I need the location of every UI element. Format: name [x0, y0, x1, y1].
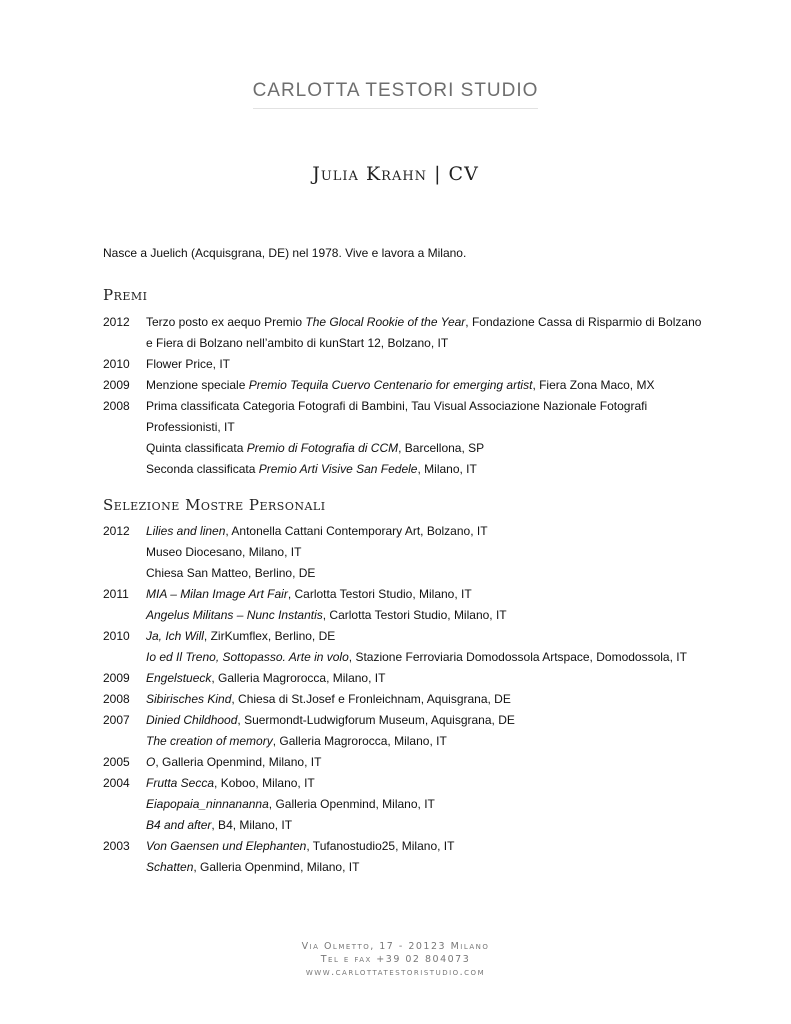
entry-title: O — [146, 755, 156, 769]
entry-year: 2005 — [103, 755, 130, 769]
entry-title: Dinied Childhood — [146, 713, 238, 727]
entry-text — [146, 836, 703, 857]
entry-detail: , Galleria Openmind, Milano, IT — [155, 755, 322, 769]
entry-year: 2008 — [103, 399, 130, 413]
cv-entry — [103, 438, 703, 459]
entry-year — [103, 647, 146, 668]
entry-detail: , ZirKumflex, Berlino, DE — [203, 629, 336, 643]
entry-detail: Terzo posto ex aequo Premio — [146, 315, 306, 329]
entry-text — [146, 710, 703, 731]
cv-entry — [103, 563, 703, 584]
entry-title: The Glocal Rookie of the Year — [305, 315, 466, 329]
page-footer — [0, 940, 791, 979]
entry-year — [103, 794, 146, 815]
entry-text — [146, 563, 703, 584]
entry-text — [146, 626, 703, 647]
entry-detail: , Fiera Zona Maco, MX — [532, 378, 655, 392]
page-header — [0, 80, 791, 109]
entry-year: 2009 — [103, 671, 130, 685]
premi-list — [103, 312, 703, 480]
entry-title: Frutta Secca — [146, 776, 215, 790]
entry-detail: , Carlotta Testori Studio, Milano, IT — [287, 587, 472, 601]
entry-year: 2008 — [103, 692, 130, 706]
entry-year — [103, 815, 146, 836]
cv-entry — [103, 836, 703, 857]
entry-detail: , Stazione Ferroviaria Domodossola Artspace, Domodossola, IT — [348, 650, 687, 664]
entry-year — [103, 542, 146, 563]
cv-entry — [103, 521, 703, 542]
cv-entry — [103, 773, 703, 794]
entry-title: Sibirisches Kind — [146, 692, 232, 706]
entry-detail: Prima classificata Categoria Fotografi di Bambini, Tau Visual Associazione Nazionale Fotografi Professionisti, IT — [146, 399, 648, 434]
cv-entry — [103, 396, 703, 438]
cv-entry — [103, 857, 703, 878]
entry-title: Engelstueck — [146, 671, 212, 685]
entry-detail: , Fondazione Cassa di Risparmio di Bolzano e Fiera di Bolzano nell’ambito di kunStart 12, Bolzano, IT — [146, 315, 702, 350]
entry-year: 2012 — [103, 315, 130, 329]
entry-text — [146, 752, 703, 773]
entry-year — [103, 605, 146, 626]
cv-entry — [103, 731, 703, 752]
entry-title: Lilies and linen — [146, 524, 226, 538]
entry-text — [146, 647, 703, 668]
cv-entry — [103, 689, 703, 710]
cv-entry — [103, 605, 703, 626]
entry-detail: Quinta classificata — [146, 441, 247, 455]
entry-detail: Seconda classificata — [146, 462, 259, 476]
entry-title: Ja, Ich Will — [146, 629, 204, 643]
entry-year — [103, 459, 146, 480]
entry-year: 2003 — [103, 839, 130, 853]
entry-detail: , Galleria Openmind, Milano, IT — [268, 797, 435, 811]
cv-entry — [103, 312, 703, 354]
cv-entry — [103, 794, 703, 815]
entry-text — [146, 438, 703, 459]
cv-entry — [103, 752, 703, 773]
cv-entry — [103, 626, 703, 647]
entry-text — [146, 542, 703, 563]
entry-detail: , Suermondt-Ludwigforum Museum, Aquisgrana, DE — [237, 713, 515, 727]
cv-entry — [103, 668, 703, 689]
entry-text — [146, 584, 703, 605]
entry-detail: , Barcellona, SP — [398, 441, 485, 455]
entry-title: The creation of memory — [146, 734, 273, 748]
cv-entry — [103, 584, 703, 605]
entry-title: Von Gaensen und Elephanten — [146, 839, 307, 853]
entry-text — [146, 794, 703, 815]
entry-text — [146, 815, 703, 836]
entry-detail: Museo Diocesano, Milano, IT — [146, 545, 302, 559]
entry-detail: , Tufanostudio25, Milano, IT — [306, 839, 455, 853]
entry-text — [146, 396, 703, 438]
cv-entry — [103, 710, 703, 731]
entry-detail: , Koboo, Milano, IT — [214, 776, 315, 790]
footer-address: Via Olmetto, 17 - 20123 Milano — [301, 941, 490, 952]
entry-text — [146, 605, 703, 626]
entry-text — [146, 668, 703, 689]
entry-detail: Menzione speciale — [146, 378, 249, 392]
entry-detail: , Galleria Magrorocca, Milano, IT — [211, 671, 386, 685]
entry-year: 2012 — [103, 524, 130, 538]
entry-text — [146, 312, 703, 354]
entry-title: Premio di Fotografia di CCM — [246, 441, 399, 455]
mostre-list — [103, 521, 703, 878]
entry-title: Angelus Militans – Nunc Instantis — [146, 608, 323, 622]
entry-detail: , Milano, IT — [417, 462, 477, 476]
entry-detail: , Galleria Openmind, Milano, IT — [193, 860, 360, 874]
entry-text — [146, 521, 703, 542]
entry-year: 2011 — [103, 587, 129, 601]
entry-text — [146, 354, 703, 375]
entry-detail: Flower Price, IT — [146, 357, 231, 371]
entry-year — [103, 857, 146, 878]
entry-title: Eiapopaia_ninnananna — [146, 797, 269, 811]
entry-year — [103, 731, 146, 752]
entry-detail: , B4, Milano, IT — [211, 818, 293, 832]
footer-phone: Tel e fax +39 02 804073 — [320, 954, 471, 965]
document-title: Julia Krahn | CV — [312, 163, 479, 185]
cv-entry — [103, 354, 703, 375]
entry-title: Premio Arti Visive San Fedele — [258, 462, 418, 476]
entry-detail: , Chiesa di St.Josef e Fronleichnam, Aquisgrana, DE — [231, 692, 511, 706]
entry-text — [146, 459, 703, 480]
section-heading-mostre: Selezione Mostre Personali — [103, 496, 326, 514]
entry-title: Schatten — [146, 860, 194, 874]
entry-year: 2004 — [103, 776, 130, 790]
footer-website: www.carlottatestoristudio.com — [305, 967, 486, 978]
cv-entry — [103, 542, 703, 563]
entry-text — [146, 857, 703, 878]
entry-year: 2009 — [103, 378, 130, 392]
entry-title: B4 and after — [146, 818, 212, 832]
entry-title: MIA – Milan Image Art Fair — [146, 587, 288, 601]
cv-entry — [103, 815, 703, 836]
entry-text — [146, 689, 703, 710]
section-heading-premi: Premi — [103, 286, 148, 304]
entry-year — [103, 563, 146, 584]
entry-year: 2007 — [103, 713, 130, 727]
entry-detail: , Antonella Cattani Contemporary Art, Bolzano, IT — [225, 524, 488, 538]
studio-name: CARLOTTA TESTORI STUDIO — [253, 80, 539, 109]
entry-text — [146, 375, 703, 396]
intro-text: Nasce a Juelich (Acquisgrana, DE) nel 1978. Vive e lavora a Milano. — [103, 246, 467, 260]
entry-detail: , Galleria Magrorocca, Milano, IT — [272, 734, 447, 748]
entry-year: 2010 — [103, 629, 130, 643]
entry-year — [103, 438, 146, 459]
entry-detail: , Carlotta Testori Studio, Milano, IT — [322, 608, 507, 622]
entry-detail: Chiesa San Matteo, Berlino, DE — [146, 566, 316, 580]
entry-title: Io ed Il Treno, Sottopasso. Arte in volo — [146, 650, 349, 664]
cv-entry — [103, 647, 703, 668]
cv-entry — [103, 375, 703, 396]
entry-text — [146, 731, 703, 752]
entry-title: Premio Tequila Cuervo Centenario for emerging artist — [248, 378, 533, 392]
cv-entry — [103, 459, 703, 480]
entry-text — [146, 773, 703, 794]
entry-year: 2010 — [103, 357, 130, 371]
